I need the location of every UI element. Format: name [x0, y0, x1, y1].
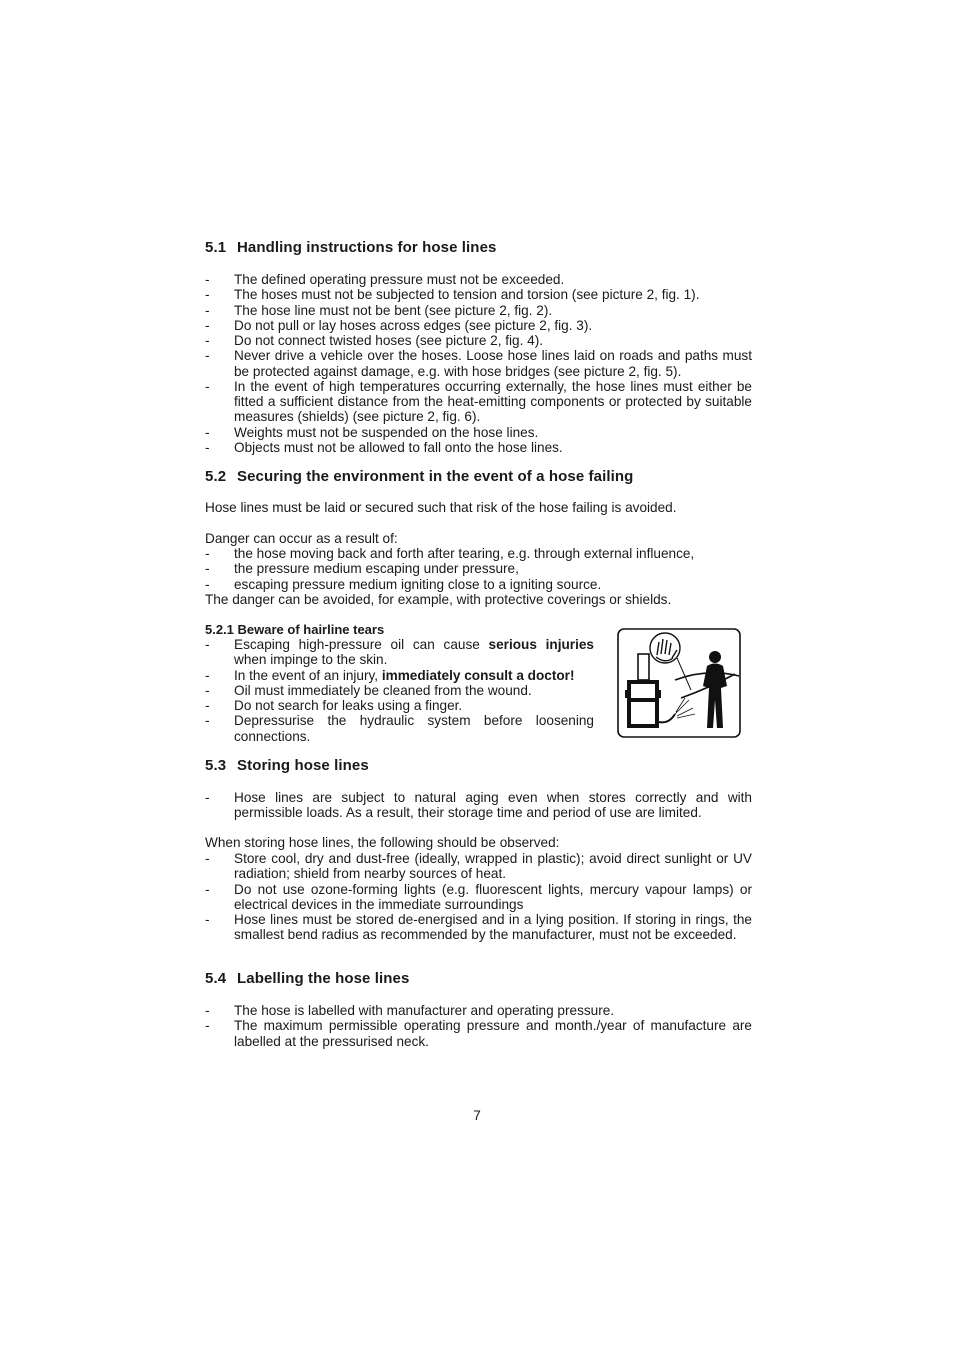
list-item: - Oil must immediately be cleaned from the wound.: [205, 683, 594, 698]
list-item: - Store cool, dry and dust-free (ideally, wrapped in plastic); avoid direct sunlight or UV radiation; shield from nearby sources of heat.: [205, 851, 752, 882]
list-item: - Objects must not be allowed to fall onto the hose lines.: [205, 440, 752, 455]
section-5-3-list-a: [205, 790, 752, 821]
section-5-4-heading: 5.4 Labelling the hose lines: [205, 970, 410, 987]
list-item: - The hoses must not be subjected to tension and torsion (see picture 2, fig. 1).: [205, 287, 752, 302]
section-5-3-list-b: [205, 851, 752, 943]
section-5-2-outro: The danger can be avoided, for example, with protective coverings or shields.: [205, 592, 672, 607]
list-item: - Hose lines must be stored de-energised and in a lying position. If storing in rings, the smallest bend radius as recommended by the manufacturer, must not be exceeded.: [205, 912, 752, 943]
section-5-1-list: [205, 272, 752, 455]
section-5-1-heading: 5.1 Handling instructions for hose lines: [205, 239, 497, 256]
section-5-2-intro: Hose lines must be laid or secured such that risk of the hose failing is avoided.: [205, 500, 677, 515]
section-5-2-1-heading: 5.2.1 Beware of hairline tears: [205, 622, 385, 637]
list-item: - Do not use ozone-forming lights (e.g. fluorescent lights, mercury vapour lamps) or electrical devices in the immediate surroundings: [205, 882, 752, 913]
section-5-2-1-list: [205, 637, 594, 744]
list-item: - the hose moving back and forth after tearing, e.g. through external influence,: [205, 546, 752, 561]
list-item: - In the event of high temperatures occurring externally, the hose lines must either be fitted a sufficient distance from the heat-emitting components or protected by suitable measures (shields) (see picture 2, fig. 6).: [205, 379, 752, 425]
section-5-2-heading: 5.2 Securing the environment in the event of a hose failing: [205, 468, 634, 485]
list-item: - Escaping high-pressure oil can cause serious injuries when impinge to the skin.: [205, 637, 594, 668]
list-item: - Never drive a vehicle over the hoses. Loose hose lines laid on roads and paths must be protected against damage, e.g. with hose bridges (see picture 2, fig. 5).: [205, 348, 752, 379]
list-item: - the pressure medium escaping under pressure,: [205, 561, 752, 576]
list-item: - Do not pull or lay hoses across edges (see picture 2, fig. 3).: [205, 318, 752, 333]
no-hand-leak-search-warning-icon: [617, 628, 741, 738]
list-item: - Hose lines are subject to natural aging even when stores correctly and with permissible loads. As a result, their storage time and period of use are limited.: [205, 790, 752, 821]
list-item: - The defined operating pressure must not be exceeded.: [205, 272, 752, 287]
section-5-2-list: [205, 546, 752, 592]
section-5-4-list: [205, 1003, 752, 1049]
list-item: - The maximum permissible operating pressure and month./year of manufacture are labelled at the pressurised neck.: [205, 1018, 752, 1049]
list-item: - Weights must not be suspended on the hose lines.: [205, 425, 752, 440]
list-item: - In the event of an injury, immediately consult a doctor!: [205, 668, 594, 683]
list-item: - Do not connect twisted hoses (see picture 2, fig. 4).: [205, 333, 752, 348]
page-number: 7: [473, 1108, 481, 1123]
storing-lead: When storing hose lines, the following should be observed:: [205, 835, 560, 850]
list-item: - The hose line must not be bent (see picture 2, fig. 2).: [205, 303, 752, 318]
section-5-3-heading: 5.3 Storing hose lines: [205, 757, 369, 774]
list-item: - Do not search for leaks using a finger.: [205, 698, 594, 713]
danger-lead: Danger can occur as a result of:: [205, 531, 398, 546]
list-item: - Depressurise the hydraulic system before loosening connections.: [205, 713, 594, 744]
list-item: - escaping pressure medium igniting close to a igniting source.: [205, 577, 752, 592]
list-item: - The hose is labelled with manufacturer and operating pressure.: [205, 1003, 752, 1018]
